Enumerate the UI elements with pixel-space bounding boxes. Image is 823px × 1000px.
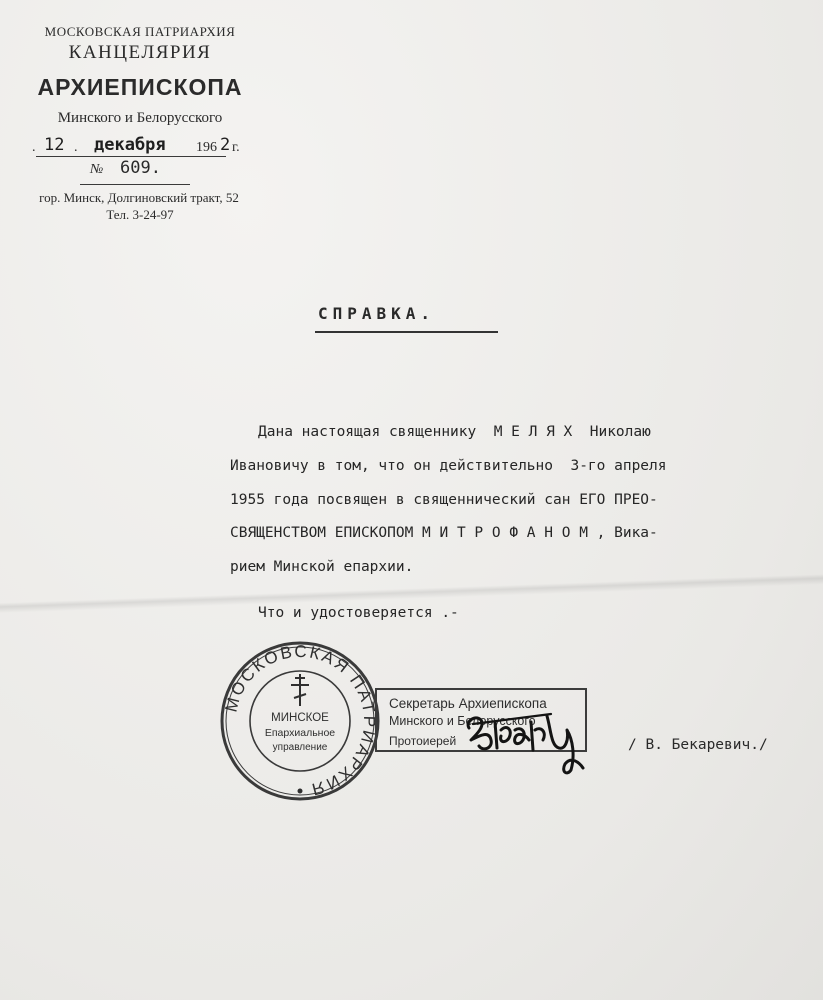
certification-line: Что и удостоверяется .- [258, 605, 459, 621]
letterhead-divider [80, 184, 190, 185]
letterhead-address: гор. Минск, Долгиновский тракт, 52 [39, 190, 239, 205]
seal-center-2: Епархиальное [264, 727, 336, 739]
stamp-line-3: Протоиерей [389, 734, 457, 748]
letterhead-chancery: КАНЦЕЛЯРИЯ [68, 42, 212, 63]
body-line-2: Ивановичу в том, что он действительно 3-го апреля [230, 458, 667, 474]
signer-name: / В. Бекаревич./ [628, 737, 768, 753]
body-line-5: рием Минской епархии. [230, 559, 414, 575]
letterhead-phone: Тел. 3-24-97 [106, 207, 174, 222]
letterhead-patriarchate: МОСКОВСКАЯ ПАТРИАРХИЯ [44, 24, 236, 39]
number-value: 609. [120, 158, 161, 178]
seal-center-1: МИНСКОЕ [271, 712, 329, 724]
document-title: СПРАВКА. [318, 304, 436, 323]
stamp-line-2: Минского и Белорусского [389, 714, 536, 728]
letterhead-diocese: Минского и Белорусского [57, 110, 223, 126]
seal-star-icon [298, 789, 303, 794]
body-line-4: СВЯЩЕНСТВОМ ЕПИСКОПОМ М И Т Р О Ф А Н О М , Вика- [230, 525, 658, 541]
date-underline [36, 156, 226, 157]
date-year-digit: 2 [220, 135, 231, 155]
letterhead-archbishop: АРХИЕПИСКОПА [37, 74, 243, 100]
number-label: № [90, 162, 104, 177]
letterhead-number [80, 158, 260, 182]
seal-center-3: управление [272, 742, 328, 753]
stamp-line-1: Секретарь Архиепископа [389, 696, 547, 711]
letterhead-date: . 12 . декабря 196 2 г. [32, 135, 240, 155]
title-underline [315, 331, 498, 333]
body-line-3: 1955 года посвящен в священнический сан ЕГО ПРЕО- [230, 492, 658, 508]
body-line-1: Дана настоящая священнику М Е Л Я Х Николаю [258, 424, 651, 440]
handwritten-signature [455, 700, 595, 780]
orthodox-cross-icon [291, 674, 309, 706]
date-day: 12 [44, 135, 65, 155]
round-seal [219, 640, 381, 802]
seal-ring-text: МОСКОВСКАЯ ПАТРИАРХИЯ [221, 641, 380, 800]
date-month: декабря [94, 135, 166, 155]
date-year-prefix: 196 [196, 140, 217, 155]
date-year-suffix: г. [232, 140, 240, 155]
